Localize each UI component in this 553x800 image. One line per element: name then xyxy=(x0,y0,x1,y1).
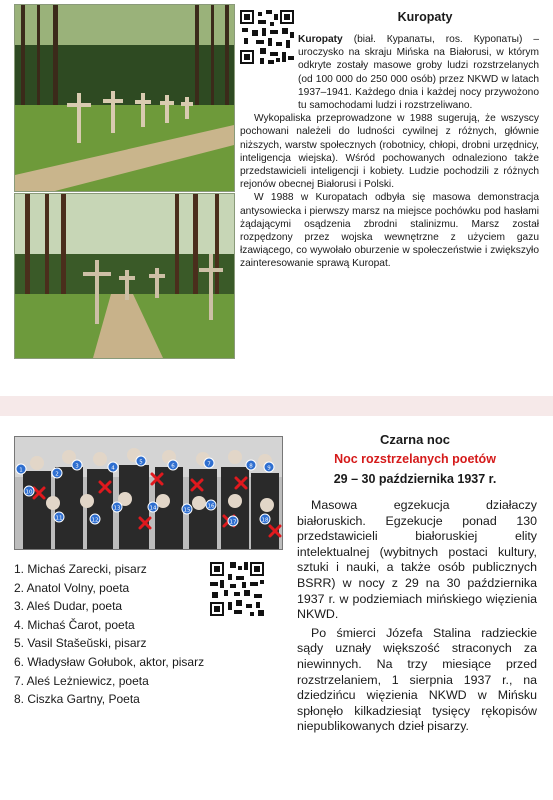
kuropaty-text xyxy=(240,33,539,271)
section-separator xyxy=(0,396,553,416)
photo-number-badge xyxy=(206,500,216,510)
svg-text:12: 12 xyxy=(91,517,99,524)
svg-text:14: 14 xyxy=(149,505,157,512)
victim-item: 3. Aleś Dudar, poeta xyxy=(14,599,123,614)
svg-text:6: 6 xyxy=(171,463,175,470)
victim-item: 2. Anatol Volny, poeta xyxy=(14,580,130,595)
victim-item: 1. Michaś Zarecki, pisarz xyxy=(14,562,147,576)
victim-item: 7. Aleś Leżniewicz, poeta xyxy=(14,673,149,688)
qr-code-czarna-noc[interactable] xyxy=(208,560,266,618)
photo-number-badge xyxy=(54,512,64,522)
svg-text:1: 1 xyxy=(19,467,23,474)
photo-number-badge xyxy=(148,502,158,512)
photo-number-badge xyxy=(228,516,238,526)
kuropaty-lead-term: Kuropaty xyxy=(298,34,343,45)
czarna-noc-paragraph-2: Po śmierci Józefa Stalina radzieckie sądy uznały większość straconych za niewinnych. Na trzy miesiące przed rozstrzelaniem, 1 sierpnia 1937 r., na dziedzińcu więzienia NKWD w Mińsku spłonęło kilkadziesiąt tysięcy rękopisów niepublikowanych dzieł pisarzy. xyxy=(297,625,537,734)
photo-number-badge xyxy=(246,460,256,470)
svg-text:18: 18 xyxy=(261,517,269,524)
forest-crosses-photo-2 xyxy=(14,193,235,359)
photo-number-badge xyxy=(16,464,26,474)
victims-list xyxy=(14,560,204,709)
svg-text:10: 10 xyxy=(25,489,33,496)
photo-number-badge xyxy=(168,460,178,470)
czarna-noc-subtitle: Noc rozstrzelanych poetów xyxy=(334,452,496,466)
photo-number-badge xyxy=(204,458,214,468)
kuropaty-title: Kuropaty xyxy=(397,10,453,24)
svg-text:17: 17 xyxy=(229,519,237,526)
svg-text:7: 7 xyxy=(207,461,211,468)
victim-item: 6. Władysław Gołubok, aktor, pisarz xyxy=(14,654,205,669)
photo-number-badge xyxy=(112,502,122,512)
svg-text:4: 4 xyxy=(111,465,115,472)
group-photo-poets xyxy=(14,436,283,550)
photo-number-badge xyxy=(182,504,192,514)
czarna-noc-text xyxy=(297,498,537,735)
czarna-noc-date: 29 – 30 października 1937 r. xyxy=(333,472,497,486)
photo-number-badge xyxy=(108,462,118,472)
czarna-noc-paragraph-1: Masowa egzekucja działaczy białoruskich. Egzekucje ponad 130 przedstawicieli białoruskiej elity intelektualnej (wybitnych postaci kultury, sztuki i nauki, a także osób publicznych BSRR) w nocy z 29 na 30 października 1937 r. w podziemiach mińskiego więzienia NKWD. xyxy=(297,498,537,622)
photo-number-badge xyxy=(264,462,274,472)
photo-number-badge xyxy=(260,514,270,524)
svg-text:9: 9 xyxy=(267,465,271,472)
svg-text:16: 16 xyxy=(207,503,215,510)
kuropaty-paragraph-2: Wykopaliska przeprowadzone w 1988 sugerują, że wszyscy pochowani należeli do ludności cywilnej z różnych, głównie niższych, warstw społecznych (robotnicy, chłopi, drobni urzędnicy, inteligencja wiejska). Wśród pochowanych odnaleziono także przedstawicieli inteligencji i kobiety. Ludzie pochodzili z różnych rejonów obecnej Białorusi i Polski. xyxy=(240,113,539,191)
kuropaty-panel xyxy=(0,0,553,397)
czarna-noc-title: Czarna noc xyxy=(379,432,451,447)
victim-item: 5. Vasil Stašeŭski, pisarz xyxy=(14,636,147,651)
svg-text:5: 5 xyxy=(139,459,143,466)
svg-text:15: 15 xyxy=(183,507,191,514)
svg-text:8: 8 xyxy=(249,463,253,470)
kuropaty-paragraph-3: W 1988 w Kuropatach odbyła się masowa demonstracja antysowiecka i pierwszy marsz na miejsce pochówku pod hasłami żądającymi osądzenia zbrodni stalinizmu. Marsz został rozpędzony przez wojska wewnętrzne z użyciem gazu łzawiącego, co wywołało oburzenie w społeczeństwie i zwiększyło zainteresowanie sprawą Kuropat. xyxy=(240,192,539,270)
victim-item: 4. Michaś Čarot, poeta xyxy=(14,617,135,632)
photo-number-badge xyxy=(24,486,34,496)
svg-text:11: 11 xyxy=(55,515,63,522)
forest-crosses-photo-1 xyxy=(14,4,235,192)
svg-text:2: 2 xyxy=(55,471,59,478)
svg-text:3: 3 xyxy=(75,463,79,470)
kuropaty-lead-text: (biał. Курапаты, ros. Куропаты) – uroczysko na skraju Mińska na Białorusi, w którym odkryte zostały masowe groby ludzi rozstrzelanych (od 100 000 do 250 000 osób) przez NKWD w latach 1937–1941. Każdego dnia i każdej nocy przywożono tu samochodami ludzi i rozstrzeliwano. xyxy=(298,34,539,112)
svg-text:13: 13 xyxy=(113,505,121,512)
victim-item: 8. Ciszka Gartny, Poeta xyxy=(14,692,140,707)
photo-number-badge xyxy=(72,460,82,470)
photo-number-badge xyxy=(90,514,100,524)
kuropaty-paragraph-1 xyxy=(240,33,539,112)
photo-number-badge xyxy=(136,456,146,466)
photo-number-badge xyxy=(52,468,62,478)
